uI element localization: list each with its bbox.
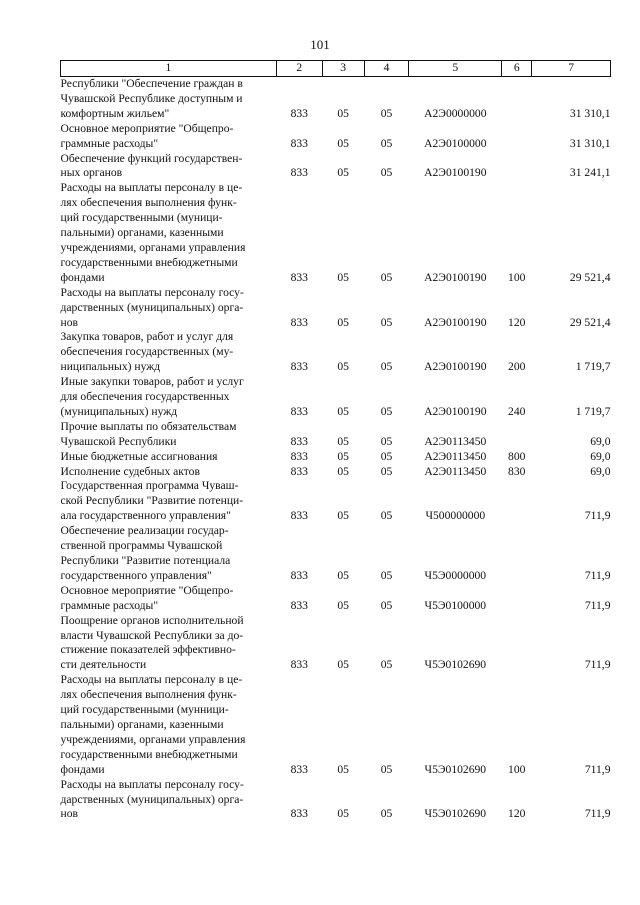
header-cell: 3 xyxy=(322,61,364,77)
header-cell: 7 xyxy=(532,61,611,77)
ministry-code: 833 xyxy=(290,509,308,523)
item-description xyxy=(61,524,277,584)
amount: 711,9 xyxy=(584,762,611,776)
expense-type-code xyxy=(502,524,532,584)
section-code: 05 xyxy=(337,598,349,612)
description-line: пальными) органами, казенными xyxy=(60,226,224,240)
table-row xyxy=(61,330,611,375)
target-article-code: Ч500000000 xyxy=(425,509,486,523)
table-row xyxy=(61,420,611,450)
description-line: дарственных (муниципальных) орга- xyxy=(60,300,244,314)
ministry-code: 833 xyxy=(290,762,308,776)
expense-type-code: 200 xyxy=(508,360,526,374)
description-line: учреждениями, органами управления xyxy=(60,240,246,254)
table-row xyxy=(61,584,611,614)
item-description xyxy=(61,465,277,480)
description-line: ственной программы Чувашской xyxy=(60,539,223,553)
description-line: Исполнение судебных актов xyxy=(60,464,200,478)
description-line: Чувашской Республики xyxy=(60,434,177,448)
description-line: граммные расходы" xyxy=(60,598,159,612)
ministry-code: 833 xyxy=(290,360,308,374)
description-line: фондами xyxy=(60,270,105,284)
description-line: комфортным жильем" xyxy=(60,106,170,120)
subsection-code: 05 xyxy=(380,807,393,821)
amount: 69,0 xyxy=(590,464,611,478)
table-row xyxy=(61,614,611,674)
expense-type-code: 240 xyxy=(508,404,526,418)
description-line: Иные бюджетные ассигнования xyxy=(60,449,218,463)
amount: 711,9 xyxy=(584,568,611,582)
ministry-code: 833 xyxy=(290,166,308,180)
expense-type-code xyxy=(502,122,532,152)
table-row xyxy=(61,778,611,823)
ministry-code: 833 xyxy=(290,270,308,284)
subsection-code: 05 xyxy=(380,509,393,523)
amount: 29 521,4 xyxy=(569,270,611,284)
section-code: 05 xyxy=(337,106,349,120)
expense-type-code xyxy=(502,479,532,524)
subsection-code: 05 xyxy=(380,270,393,284)
description-line: Расходы на выплаты персоналу в це- xyxy=(60,181,243,195)
description-line: пальными) органами, казенными xyxy=(60,717,224,731)
section-code: 05 xyxy=(337,315,349,329)
description-line: Основное мероприятие "Общепро- xyxy=(60,121,234,135)
section-code: 05 xyxy=(337,464,349,478)
page-number: 101 xyxy=(310,37,330,52)
subsection-code: 05 xyxy=(380,166,393,180)
ministry-code: 833 xyxy=(290,658,308,672)
subsection-code: 05 xyxy=(380,464,393,478)
table-row xyxy=(61,152,611,182)
amount: 711,9 xyxy=(584,509,611,523)
section-code: 05 xyxy=(337,404,349,418)
target-article-code: А2Э0100190 xyxy=(424,404,487,418)
ministry-code: 833 xyxy=(290,106,308,120)
description-line: Государственная программа Чуваш- xyxy=(60,479,239,493)
description-line: ций государственными (мунници- xyxy=(60,703,229,717)
target-article-code: Ч5Э0100000 xyxy=(424,598,487,612)
table-row xyxy=(61,122,611,152)
header-cell: 5 xyxy=(409,61,502,77)
description-line: Чувашской Республике доступным и xyxy=(60,91,243,105)
target-article-code: Ч5Э0102690 xyxy=(424,807,487,821)
table-header-row xyxy=(61,61,611,77)
ministry-code: 833 xyxy=(290,598,308,612)
target-article-code: А2Э0100190 xyxy=(424,270,487,284)
description-line: Иные закупки товаров, работ и услуг xyxy=(60,375,244,389)
table-row xyxy=(61,465,611,480)
expense-type-code xyxy=(502,614,532,674)
description-line: государственного управления" xyxy=(60,568,212,582)
section-code: 05 xyxy=(337,270,349,284)
section-code: 05 xyxy=(337,509,349,523)
item-description xyxy=(61,181,277,285)
amount: 31 241,1 xyxy=(569,166,611,180)
description-line: Республики "Обеспечение граждан в xyxy=(60,77,243,90)
ministry-code: 833 xyxy=(290,434,308,448)
item-description xyxy=(61,614,277,674)
amount: 1 719,7 xyxy=(575,360,611,374)
item-description xyxy=(61,77,277,122)
target-article-code: А2Э0113450 xyxy=(424,464,487,478)
item-description xyxy=(61,122,277,152)
expense-type-code: 100 xyxy=(508,270,526,284)
subsection-code: 05 xyxy=(380,598,393,612)
header-cell: 2 xyxy=(276,61,322,77)
description-line: ниципальных) нужд xyxy=(60,360,161,374)
expense-type-code xyxy=(502,77,532,122)
item-description xyxy=(61,450,277,465)
item-description xyxy=(61,330,277,375)
subsection-code: 05 xyxy=(380,568,393,582)
description-line: обеспечения государственных (му- xyxy=(60,345,234,359)
target-article-code: А2Э0100000 xyxy=(424,136,487,150)
table-row xyxy=(61,524,611,584)
ministry-code: 833 xyxy=(290,464,308,478)
subsection-code: 05 xyxy=(380,106,393,120)
target-article-code: А2Э0113450 xyxy=(424,449,487,463)
amount: 69,0 xyxy=(590,449,611,463)
expense-type-code: 120 xyxy=(508,315,526,329)
subsection-code: 05 xyxy=(380,136,393,150)
description-line: Расходы на выплаты персоналу госу- xyxy=(60,285,244,299)
target-article-code: А2Э0100190 xyxy=(424,315,487,329)
subsection-code: 05 xyxy=(380,762,393,776)
section-code: 05 xyxy=(337,807,349,821)
section-code: 05 xyxy=(337,762,349,776)
description-line: ской Республики "Развитие потенци- xyxy=(60,494,244,508)
description-line: фондами xyxy=(60,762,105,776)
description-line: ных органов xyxy=(60,166,123,180)
ministry-code: 833 xyxy=(290,315,308,329)
table-row xyxy=(61,479,611,524)
description-line: Закупка товаров, работ и услуг для xyxy=(60,330,234,344)
ministry-code: 833 xyxy=(290,807,308,821)
amount: 29 521,4 xyxy=(569,315,611,329)
target-article-code: Ч5Э0000000 xyxy=(424,568,487,582)
description-line: ала государственного управления" xyxy=(60,509,231,523)
description-line: Поощрение органов исполнительной xyxy=(60,613,244,627)
expense-type-code xyxy=(502,584,532,614)
target-article-code: А2Э0100190 xyxy=(424,166,487,180)
description-line: Обеспечение реализации государ- xyxy=(60,524,229,538)
amount: 69,0 xyxy=(590,434,611,448)
ministry-code: 833 xyxy=(290,404,308,418)
section-code: 05 xyxy=(337,658,349,672)
subsection-code: 05 xyxy=(380,434,393,448)
section-code: 05 xyxy=(337,360,349,374)
description-line: нов xyxy=(60,315,78,329)
subsection-code: 05 xyxy=(380,404,393,418)
table-row xyxy=(61,286,611,331)
amount: 711,9 xyxy=(584,807,611,821)
subsection-code: 05 xyxy=(380,360,393,374)
target-article-code: А2Э0100190 xyxy=(424,360,487,374)
description-line: ций государственными (муници- xyxy=(60,211,223,225)
section-code: 05 xyxy=(337,449,349,463)
description-line: Расходы на выплаты персоналу в це- xyxy=(60,673,243,687)
description-line: нов xyxy=(60,807,78,821)
amount: 31 310,1 xyxy=(569,136,611,150)
description-line: лях обеспечения выполнения функ- xyxy=(60,196,237,210)
expense-type-code: 800 xyxy=(508,449,526,463)
header-cell: 6 xyxy=(502,61,532,77)
description-line: Расходы на выплаты персоналу госу- xyxy=(60,777,244,791)
description-line: лях обеспечения выполнения функ- xyxy=(60,688,237,702)
table-row xyxy=(61,181,611,285)
target-article-code: А2Э0113450 xyxy=(424,434,487,448)
ministry-code: 833 xyxy=(290,449,308,463)
subsection-code: 05 xyxy=(380,658,393,672)
item-description xyxy=(61,375,277,420)
expense-type-code: 100 xyxy=(508,762,526,776)
expense-type-code xyxy=(502,420,532,450)
table-row xyxy=(61,77,611,122)
amount: 711,9 xyxy=(584,598,611,612)
target-article-code: Ч5Э0102690 xyxy=(424,762,487,776)
item-description xyxy=(61,286,277,331)
amount: 711,9 xyxy=(584,658,611,672)
description-line: Основное мероприятие "Общепро- xyxy=(60,583,234,597)
description-line: государственными внебюджетными xyxy=(60,255,238,269)
budget-table xyxy=(60,60,611,822)
description-line: государственными внебюджетными xyxy=(60,747,238,761)
description-line: Прочие выплаты по обязательствам xyxy=(60,419,237,433)
ministry-code: 833 xyxy=(290,568,308,582)
description-line: Обеспечение функций государствен- xyxy=(60,151,243,165)
description-line: дарственных (муниципальных) орга- xyxy=(60,792,244,806)
description-line: стижение показателей эффективно- xyxy=(60,643,236,657)
header-cell: 1 xyxy=(61,61,277,77)
table-body xyxy=(61,77,611,823)
section-code: 05 xyxy=(337,136,349,150)
table-row xyxy=(61,673,611,777)
expense-type-code: 830 xyxy=(508,464,526,478)
item-description xyxy=(61,584,277,614)
section-code: 05 xyxy=(337,434,349,448)
ministry-code: 833 xyxy=(290,136,308,150)
amount: 31 310,1 xyxy=(569,106,611,120)
description-line: для обеспечения государственных xyxy=(60,390,230,404)
description-line: учреждениями, органами управления xyxy=(60,732,246,746)
item-description xyxy=(61,479,277,524)
description-line: власти Чувашской Республики за до- xyxy=(60,628,244,642)
target-article-code: Ч5Э0102690 xyxy=(424,658,487,672)
section-code: 05 xyxy=(337,166,349,180)
subsection-code: 05 xyxy=(380,449,393,463)
expense-type-code xyxy=(502,152,532,182)
item-description xyxy=(61,778,277,823)
description-line: (муниципальных) нужд xyxy=(60,404,178,418)
expense-type-code: 120 xyxy=(508,807,526,821)
amount: 1 719,7 xyxy=(575,404,611,418)
description-line: граммные расходы" xyxy=(60,136,159,150)
section-code: 05 xyxy=(337,568,349,582)
target-article-code: А2Э0000000 xyxy=(424,106,487,120)
description-line: Республики "Развитие потенциала xyxy=(60,554,231,567)
table-row xyxy=(61,450,611,465)
subsection-code: 05 xyxy=(380,315,393,329)
item-description xyxy=(61,420,277,450)
item-description xyxy=(61,152,277,182)
table-row xyxy=(61,375,611,420)
item-description xyxy=(61,673,277,777)
description-line: сти деятельности xyxy=(60,658,147,672)
header-cell: 4 xyxy=(364,61,409,77)
